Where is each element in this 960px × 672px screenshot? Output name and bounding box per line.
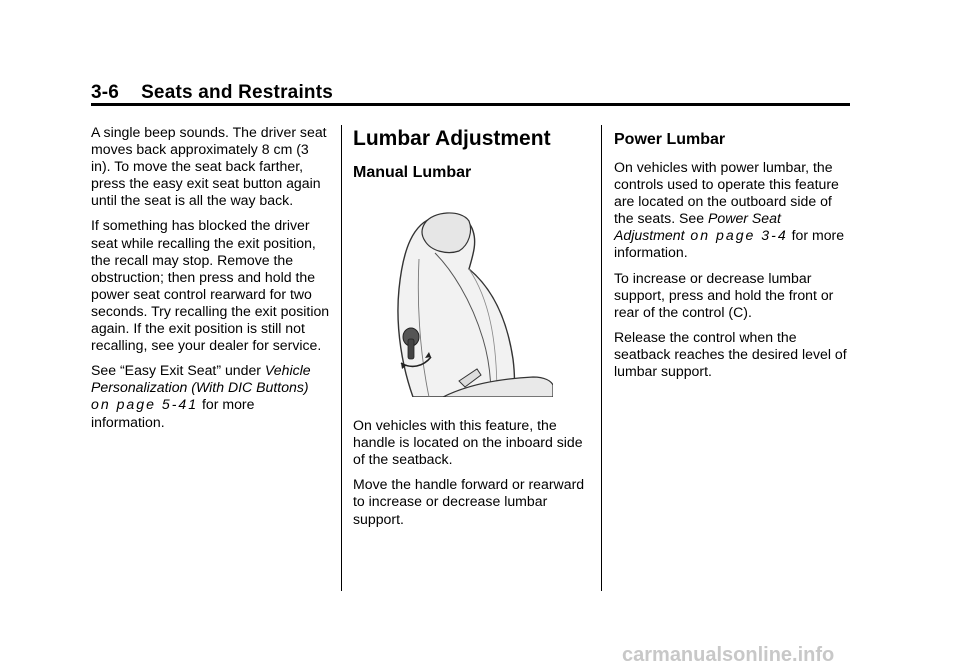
paragraph: If something has blocked the driver seat while recalling the exit position, the recall may stop. Remove the obstruction; then press and hold the power seat control rearward for two seconds. Try recalling the exit position again. If the exit position is still not recalling, see your dealer for service. [91,217,330,354]
column-2 [353,124,585,536]
section-heading: Lumbar Adjustment [353,127,551,150]
cross-reference-link[interactable]: Vehicle Personalization (With DIC Buttons) [91,362,311,396]
column-1 [91,124,331,439]
page-reference-link[interactable]: on page 3-4 [684,227,788,244]
watermark: carmanualsonline.info [622,644,835,666]
page-header [91,82,333,104]
page-reference-link[interactable]: on page 5-41 [91,396,199,413]
text: for more information. [91,396,255,430]
page-number: 3-6 [91,82,120,103]
paragraph: Release the control when the seatback reaches the desired level of lumbar support. [614,328,847,380]
text: See “Easy Exit Seat” under [91,362,265,379]
text: On vehicles with power lumbar, the controls used to operate this feature are located on the outboard side of the seats. See [614,159,839,227]
header-rule [91,103,850,106]
paragraph: On vehicles with this feature, the handle is located on the inboard side of the seatback. [353,417,583,468]
subsection-heading: Manual Lumbar [353,164,472,181]
paragraph: A single beep sounds. The driver seat moves back approximately 8 cm (3 in). To move the seat back farther, press the easy exit seat button again until the seat is all the way back. [91,124,327,209]
cross-reference-link[interactable]: Power Seat Adjustment [614,210,781,244]
subsection-heading: Power Lumbar [614,131,726,148]
seat-lumbar-illustration [373,209,553,397]
paragraph: Move the handle forward or rearward to increase or decrease lumbar support. [353,476,585,527]
paragraph: To increase or decrease lumbar support, press and hold the front or rear of the control (C). [614,269,834,320]
column-divider [601,125,602,591]
paragraph [91,362,331,430]
paragraph [614,159,850,262]
column-3 [614,124,850,388]
column-divider [341,125,342,591]
text: for more information. [614,227,845,261]
section-title: Seats and Restraints [141,82,334,103]
